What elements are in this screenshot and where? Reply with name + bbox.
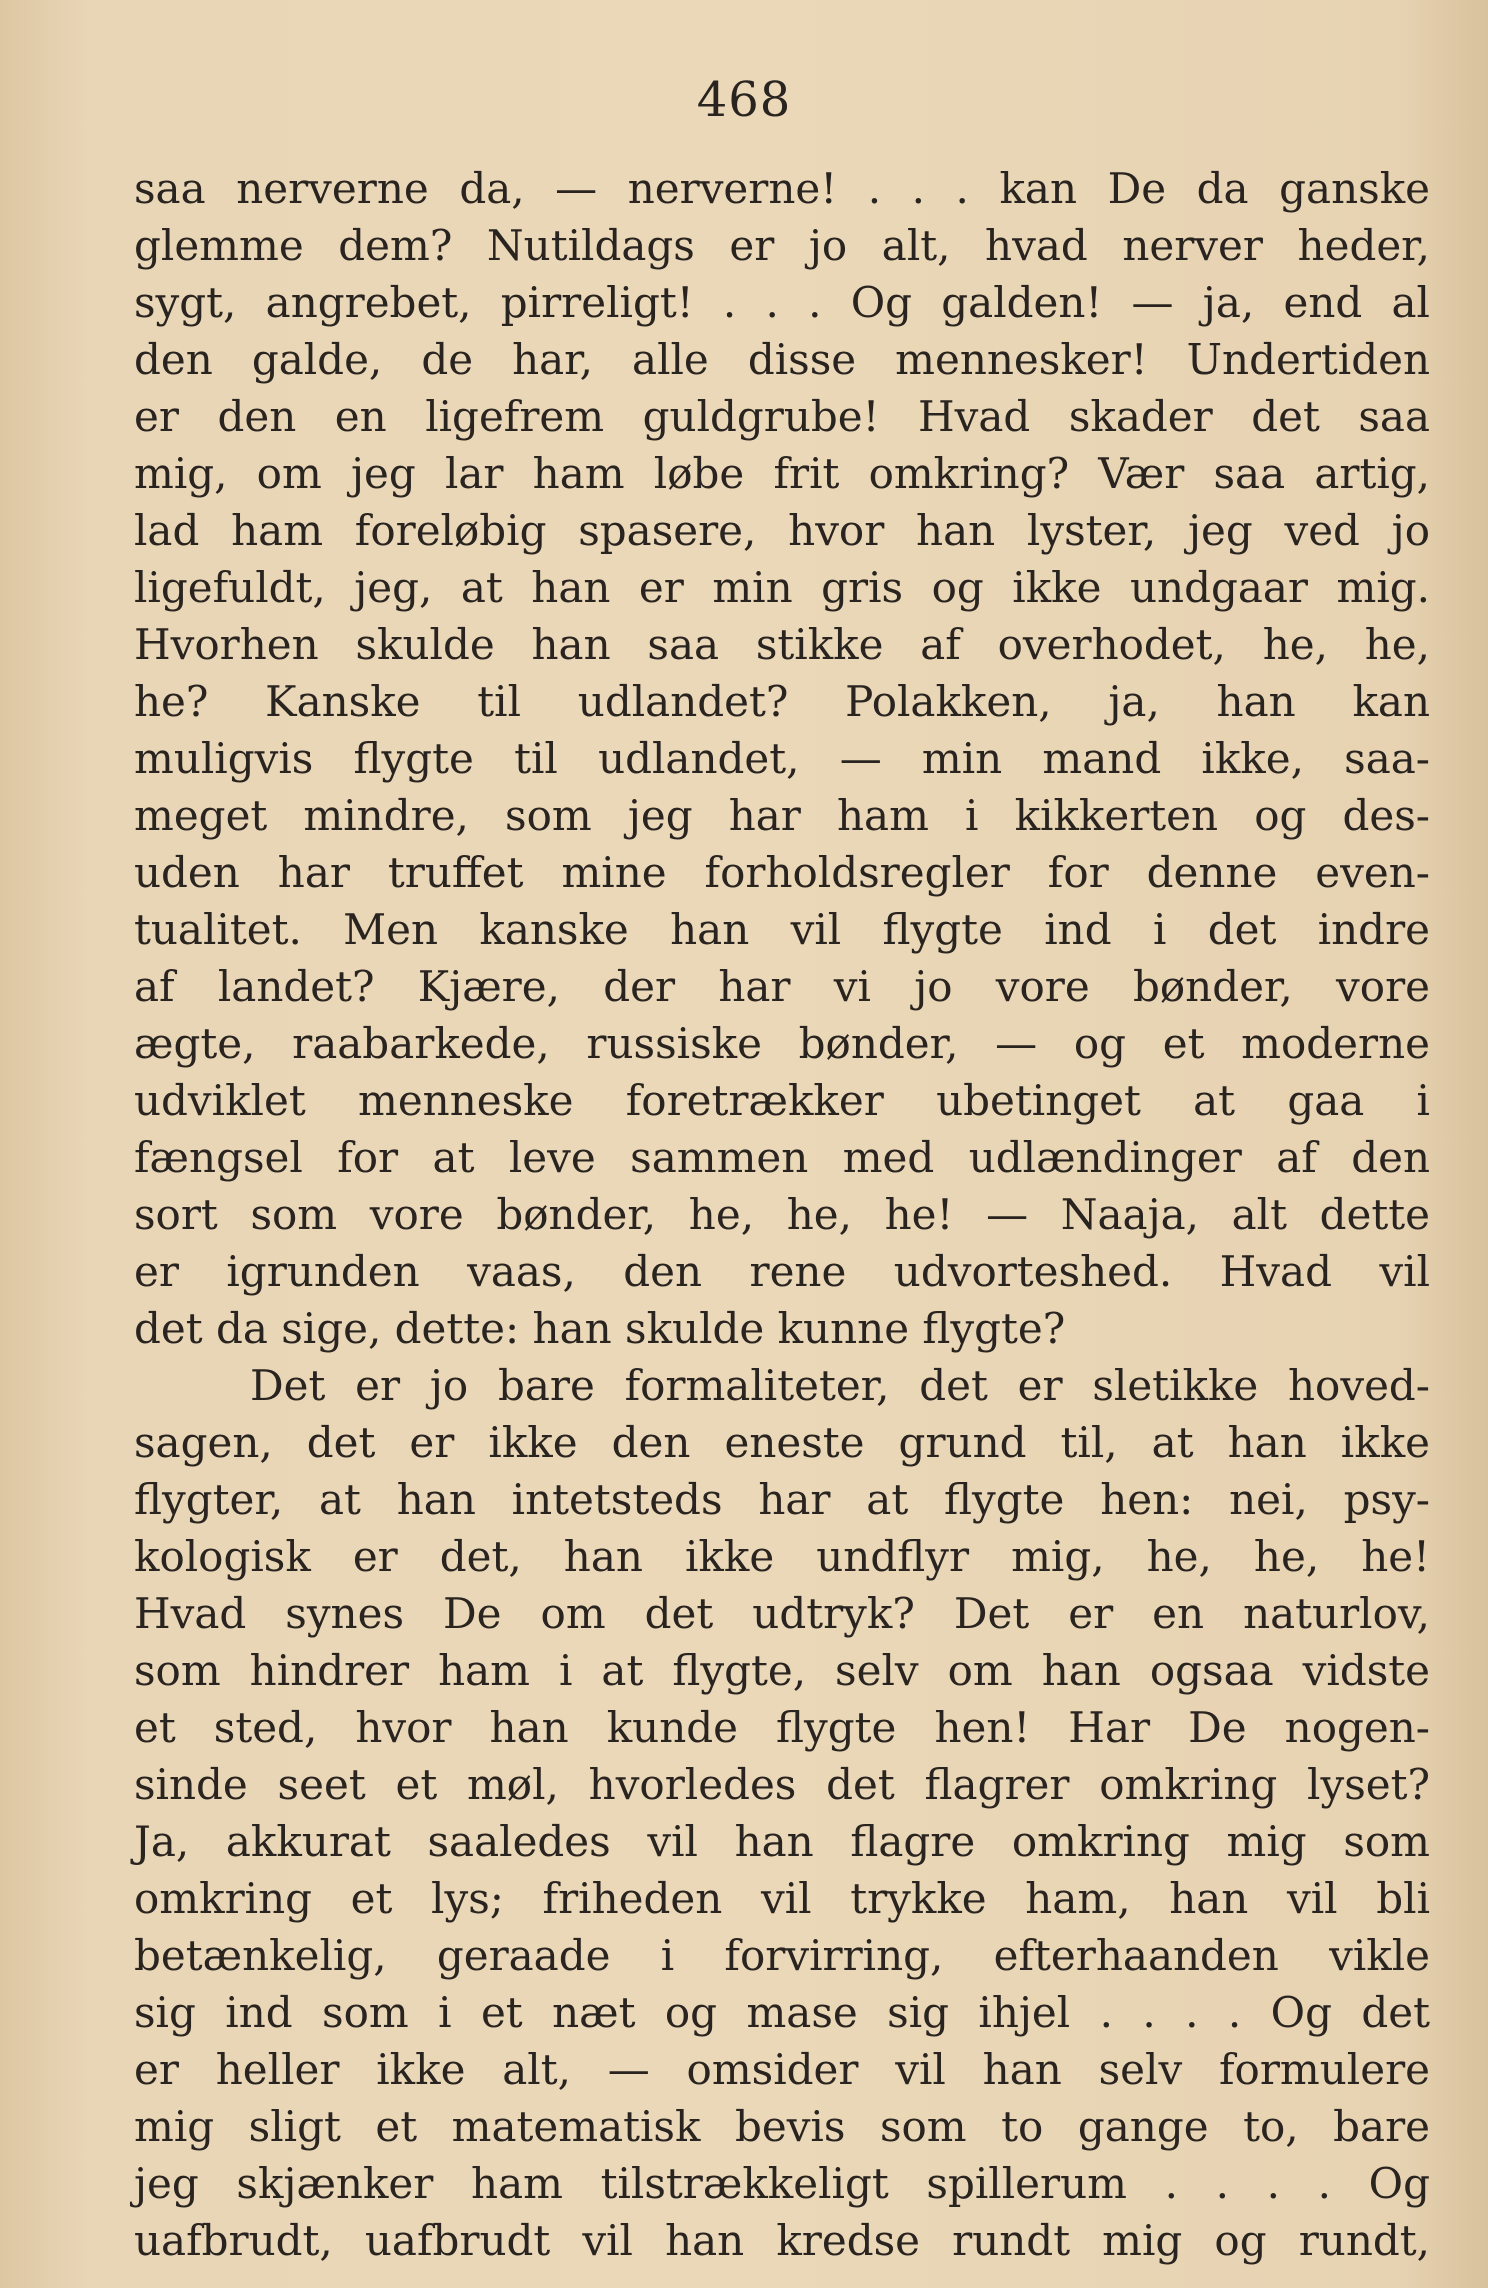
- text-line: af landet? Kjære, der har vi jo vore bønder, vore: [134, 962, 1430, 1011]
- text-line: sig ind som i et næt og mase sig ihjel . . . . Og det: [134, 1988, 1430, 2037]
- text-line: muligvis flygte til udlandet, — min mand ikke, saa-: [134, 734, 1430, 783]
- text-line: Ja, akkurat saaledes vil han flagre omkring mig som: [134, 1817, 1430, 1866]
- text-line: sinde seet et møl, hvorledes det flagrer omkring lyset?: [134, 1760, 1430, 1809]
- text-line: er den en ligefrem guldgrube! Hvad skader det saa: [134, 392, 1430, 441]
- text-line: ligefuldt, jeg, at han er min gris og ikke undgaar mig.: [134, 563, 1430, 612]
- text-line: glemme dem? Nutildags er jo alt, hvad nerver heder,: [134, 221, 1430, 270]
- body-text: [134, 160, 1430, 2269]
- text-line: meget mindre, som jeg har ham i kikkerten og des-: [134, 791, 1430, 840]
- text-line: saa nerverne da, — nerverne! . . . kan De da ganske: [134, 164, 1430, 213]
- text-line: sagen, det er ikke den eneste grund til, at han ikke: [134, 1418, 1430, 1467]
- text-line: tualitet. Men kanske han vil flygte ind i det indre: [134, 905, 1430, 954]
- text-line: er heller ikke alt, — omsider vil han selv formulere: [134, 2045, 1430, 2094]
- text-line: uafbrudt, uafbrudt vil han kredse rundt mig og rundt,: [134, 2216, 1430, 2265]
- text-line: som hindrer ham i at flygte, selv om han ogsaa vidste: [134, 1646, 1430, 1695]
- text-line: sort som vore bønder, he, he, he! — Naaja, alt dette: [134, 1190, 1430, 1239]
- text-line: omkring et lys; friheden vil trykke ham, han vil bli: [134, 1874, 1430, 1923]
- text-line: sygt, angrebet, pirreligt! . . . Og galden! — ja, end al: [134, 278, 1430, 327]
- text-line: flygter, at han intetsteds har at flygte hen: nei, psy-: [134, 1475, 1430, 1524]
- text-line: fængsel for at leve sammen med udlændinger af den: [134, 1133, 1430, 1182]
- text-line: mig, om jeg lar ham løbe frit omkring? Vær saa artig,: [134, 449, 1430, 498]
- text-line: et sted, hvor han kunde flygte hen! Har De nogen-: [134, 1703, 1430, 1752]
- text-line: er igrunden vaas, den rene udvorteshed. Hvad vil: [134, 1247, 1430, 1296]
- page-number: 468: [696, 72, 792, 128]
- text-line: uden har truffet mine forholdsregler for denne even-: [134, 848, 1430, 897]
- text-line: ægte, raabarkede, russiske bønder, — og et moderne: [134, 1019, 1430, 1068]
- text-line: mig sligt et matematisk bevis som to gange to, bare: [134, 2102, 1430, 2151]
- text-line: Hvad synes De om det udtryk? Det er en naturlov,: [134, 1589, 1430, 1638]
- text-line: betænkelig, geraade i forvirring, efterhaanden vikle: [134, 1931, 1430, 1980]
- text-line: lad ham foreløbig spasere, hvor han lyster, jeg ved jo: [134, 506, 1430, 555]
- text-line: udviklet menneske foretrækker ubetinget at gaa i: [134, 1076, 1430, 1125]
- text-line: kologisk er det, han ikke undflyr mig, he, he, he!: [134, 1532, 1430, 1581]
- text-line: Det er jo bare formaliteter, det er sletikke hoved-: [250, 1361, 1430, 1410]
- text-line: det da sige, dette: han skulde kunne flygte?: [134, 1304, 1066, 1353]
- text-line: jeg skjænker ham tilstrækkeligt spillerum . . . . Og: [134, 2159, 1430, 2208]
- text-line: Hvorhen skulde han saa stikke af overhodet, he, he,: [134, 620, 1430, 669]
- text-line: he? Kanske til udlandet? Polakken, ja, han kan: [134, 677, 1430, 726]
- text-line: den galde, de har, alle disse mennesker! Undertiden: [134, 335, 1430, 384]
